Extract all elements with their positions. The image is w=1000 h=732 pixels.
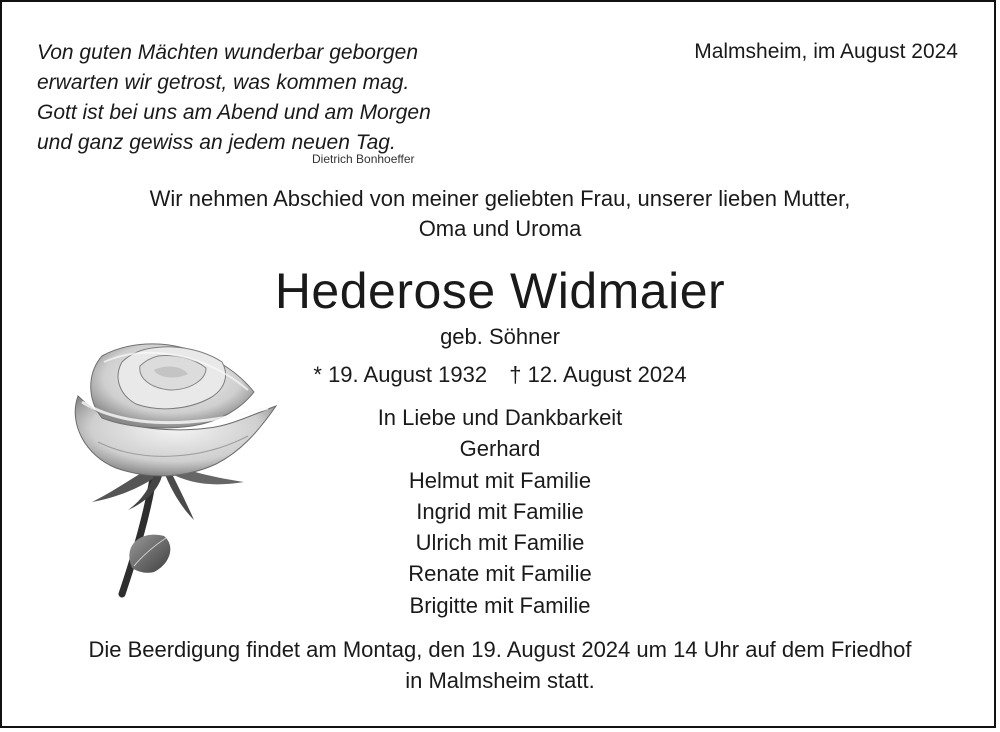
funeral-line: Die Beerdigung findet am Montag, den 19. August 2024 um 14 Uhr auf dem Friedhof <box>88 637 912 662</box>
intro-line: Wir nehmen Abschied von meiner geliebten Frau, unserer lieben Mutter, <box>149 186 851 211</box>
deceased-name: Hederose Widmaier <box>274 263 726 319</box>
poem-line: und ganz gewiss an jedem neuen Tag. <box>37 131 396 154</box>
mourner-name: Gerhard <box>459 436 541 462</box>
mourner-name: Renate mit Familie <box>408 561 592 587</box>
intro-line: Oma und Uroma <box>418 216 582 241</box>
mourner-name: Brigitte mit Familie <box>409 592 591 618</box>
death-date: † 12. August 2024 <box>509 362 687 387</box>
poem-line: Von guten Mächten wunderbar geborgen <box>37 41 418 64</box>
poem-line: Gott ist bei uns am Abend und am Morgen <box>37 101 431 124</box>
mourners-heading: In Liebe und Dankbarkeit <box>377 405 623 430</box>
mourner-name: Helmut mit Familie <box>408 467 592 493</box>
place-date: Malmsheim, im August 2024 <box>694 40 958 63</box>
poem-author: Dietrich Bonhoeffer <box>312 152 415 166</box>
rose-image <box>58 332 284 602</box>
intro-text <box>0 184 1000 244</box>
birth-date: * 19. August 1932 <box>313 362 488 387</box>
mourner-name: Ingrid mit Familie <box>416 498 584 524</box>
poem-line: erwarten wir getrost, was kommen mag. <box>37 71 410 94</box>
funeral-notice <box>0 634 1000 696</box>
funeral-line: in Malmsheim statt. <box>405 668 595 693</box>
born-name: geb. Söhner <box>440 324 560 349</box>
mourner-name: Ulrich mit Familie <box>415 530 585 556</box>
poem <box>37 38 477 158</box>
